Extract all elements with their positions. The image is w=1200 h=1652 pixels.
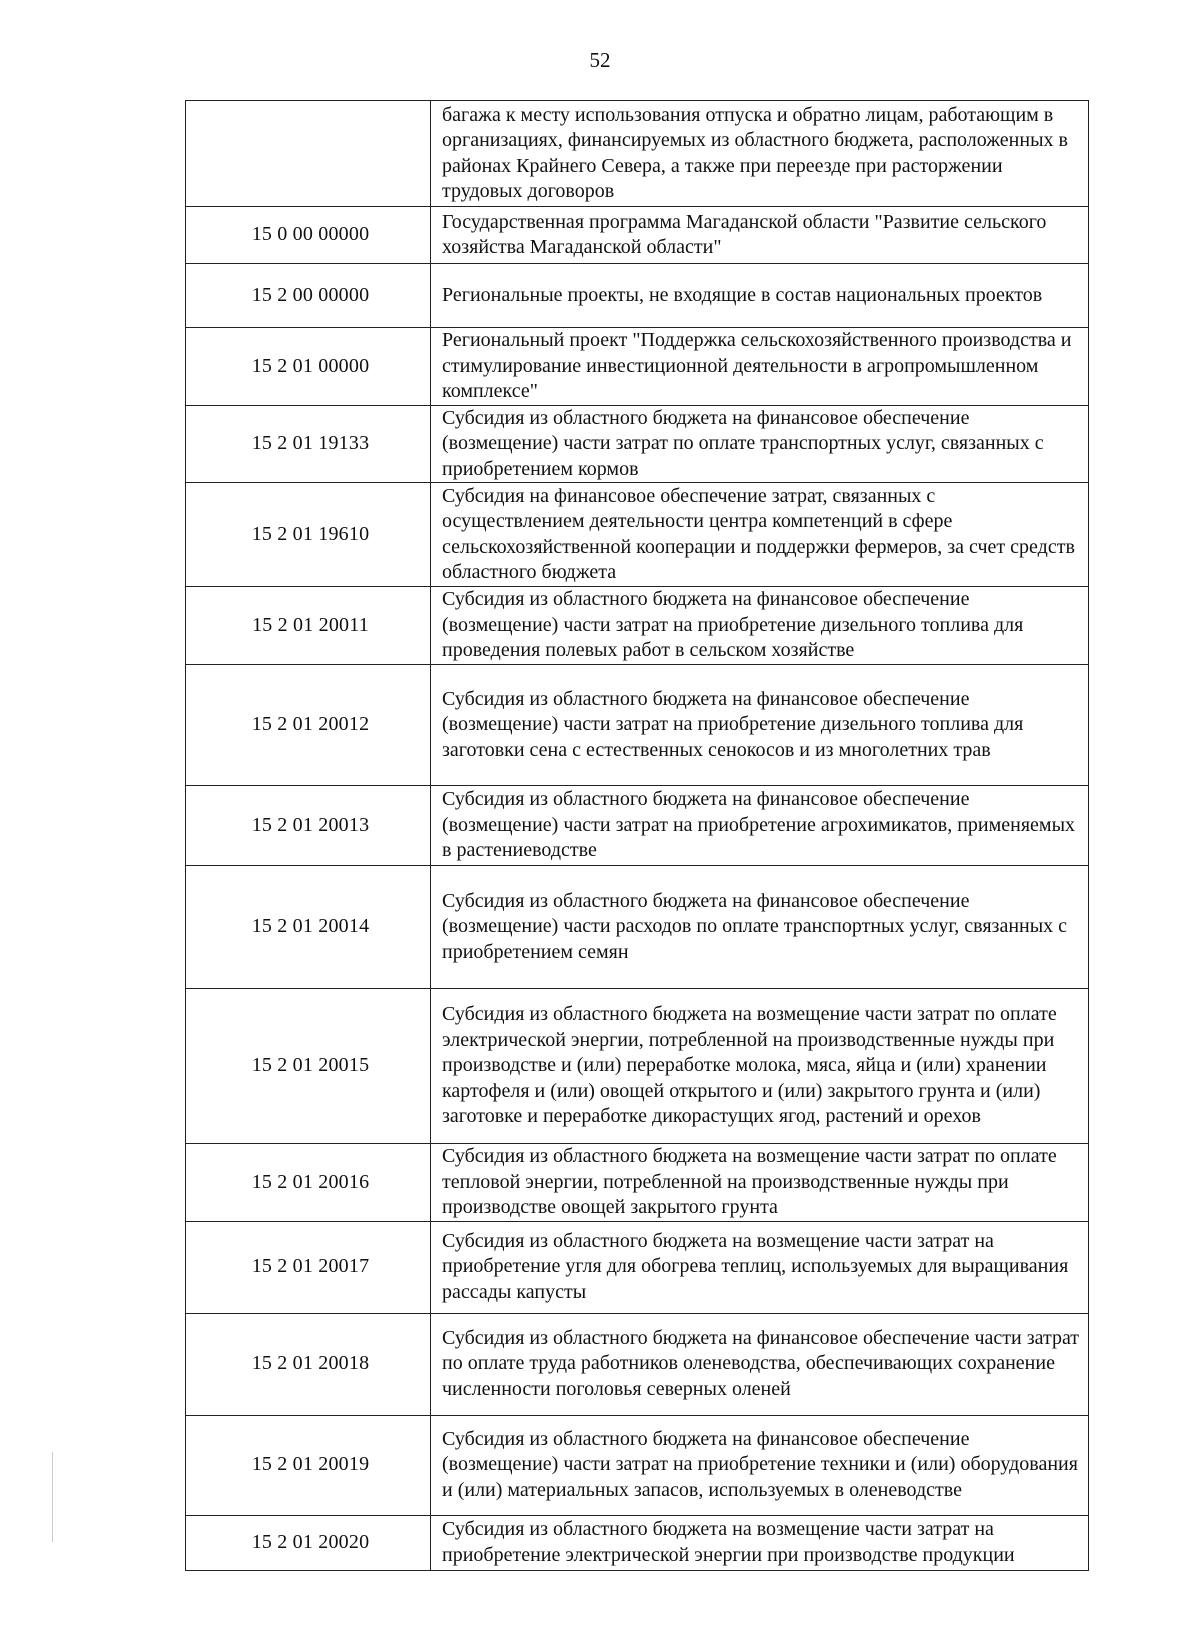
row-description: [431, 1313, 1089, 1415]
table-row: [186, 328, 1089, 406]
table-row: [186, 989, 1089, 1144]
row-description: [431, 786, 1089, 866]
table-row: [186, 665, 1089, 786]
row-description: [431, 866, 1089, 989]
row-description-text: Субсидия из областного бюджета на возмещение части затрат по оплате электрической энергии, потребленной на производственные нужды при производстве и (или) переработке молока, мяса, яйца и (или) хранении картофеля и (или) овощей открытого и (или) закрытого грунта и (или) заготовке и переработке дикорастущих ягод, растений и орехов: [442, 1003, 1057, 1128]
table-row: [186, 1415, 1089, 1515]
row-description-text: багажа к месту использования отпуска и обратно лицам, работающим в организациях, финансируемых из областного бюджета, расположенных в районах Крайнего Севера, а также при переезде при расторжении трудовых договоров: [442, 103, 1068, 202]
row-description-text: Субсидия из областного бюджета на финансовое обеспечение (возмещение) части затрат по оплате транспортных услуг, связанных с приобретением кормов: [442, 406, 1044, 480]
row-code: 15 2 01 20017: [186, 1221, 431, 1313]
row-code: 15 0 00 00000: [186, 207, 431, 264]
table-row: [186, 207, 1089, 264]
row-code: 15 2 01 20019: [186, 1415, 431, 1515]
row-description-text: Субсидия из областного бюджета на финансовое обеспечение (возмещение) части затрат на приобретение дизельного топлива для проведения полевых работ в сельском хозяйстве: [442, 588, 1024, 662]
row-description: [431, 328, 1089, 406]
table-row: [186, 483, 1089, 587]
row-description-text: Субсидия из областного бюджета на финансовое обеспечение (возмещение) части затрат на приобретение агрохимикатов, применяемых в растениеводстве: [442, 788, 1076, 862]
row-code: 15 2 01 20016: [186, 1144, 431, 1222]
row-code: 15 2 01 20011: [186, 587, 431, 665]
row-description-text: Субсидия из областного бюджета на возмещение части затрат на приобретение электрической энергии при производстве продукции: [442, 1518, 1015, 1566]
row-description: [431, 989, 1089, 1144]
row-description: [431, 665, 1089, 786]
row-description-text: Субсидия из областного бюджета на финансовое обеспечение части затрат по оплате труда работников оленеводства, обеспечивающих сохранение численности поголовья северных оленей: [442, 1326, 1080, 1400]
row-code: 15 2 01 19610: [186, 483, 431, 587]
row-description: [431, 264, 1089, 328]
row-description: [431, 587, 1089, 665]
row-description: [431, 1415, 1089, 1515]
scan-margin-mark: [52, 1452, 53, 1542]
row-description-text: Субсидия из областного бюджета на финансовое обеспечение (возмещение) части затрат на приобретение дизельного топлива для заготовки сена с естественных сенокосов и из многолетних трав: [442, 687, 1024, 761]
row-description-text: Региональные проекты, не входящие в состав национальных проектов: [442, 283, 1043, 306]
table-row: [186, 405, 1089, 483]
table-row: [186, 1144, 1089, 1222]
row-description: [431, 207, 1089, 264]
row-description-text: Субсидия из областного бюджета на возмещение части затрат на приобретение угля для обогрева теплиц, используемых для выращивания рассады капусты: [442, 1229, 1069, 1303]
table-row: [186, 587, 1089, 665]
row-description-text: Региональный проект "Поддержка сельскохозяйственного производства и стимулирование инвестиционной деятельности в агропромышленном комплексе": [442, 329, 1072, 402]
row-description: [431, 1144, 1089, 1222]
table-row: [186, 1221, 1089, 1313]
table-row: [186, 264, 1089, 328]
row-code: 15 2 01 20018: [186, 1313, 431, 1415]
table-row: [186, 1313, 1089, 1415]
row-description-text: Субсидия из областного бюджета на финансовое обеспечение (возмещение) части затрат на приобретение техники и (или) оборудования и (или) материальных запасов, используемых в оленеводстве: [442, 1427, 1078, 1501]
table-row: [186, 101, 1089, 207]
row-code: 15 2 01 20014: [186, 866, 431, 989]
row-code: 15 2 01 20015: [186, 989, 431, 1144]
row-description: [431, 1515, 1089, 1570]
row-code: [186, 101, 431, 207]
table-row: [186, 866, 1089, 989]
row-description: [431, 483, 1089, 587]
row-code: 15 2 00 00000: [186, 264, 431, 328]
row-code: 15 2 01 20013: [186, 786, 431, 866]
page-number: 52: [589, 48, 611, 72]
row-code: 15 2 01 19133: [186, 405, 431, 483]
row-description-text: Субсидия на финансовое обеспечение затрат, связанных с осуществлением деятельности центра компетенций в сфере сельскохозяйственной кооперации и поддержки фермеров, за счет средств областного бюджета: [442, 484, 1075, 583]
row-description: [431, 405, 1089, 483]
row-description-text: Субсидия из областного бюджета на возмещение части затрат по оплате тепловой энергии, потребленной на производственные нужды при производстве овощей закрытого грунта: [442, 1145, 1057, 1218]
row-code: 15 2 01 20012: [186, 665, 431, 786]
row-code: 15 2 01 20020: [186, 1515, 431, 1570]
row-description: [431, 1221, 1089, 1313]
row-description-text: Субсидия из областного бюджета на финансовое обеспечение (возмещение) части расходов по оплате транспортных услуг, связанных с приобретением семян: [442, 889, 1068, 963]
row-code: 15 2 01 00000: [186, 328, 431, 406]
table-row: [186, 1515, 1089, 1570]
row-description-text: Государственная программа Магаданской области "Развитие сельского хозяйства Магаданской области": [442, 210, 1047, 258]
budget-classification-table: [185, 100, 1089, 1571]
row-description: [431, 101, 1089, 207]
table-row: [186, 786, 1089, 866]
